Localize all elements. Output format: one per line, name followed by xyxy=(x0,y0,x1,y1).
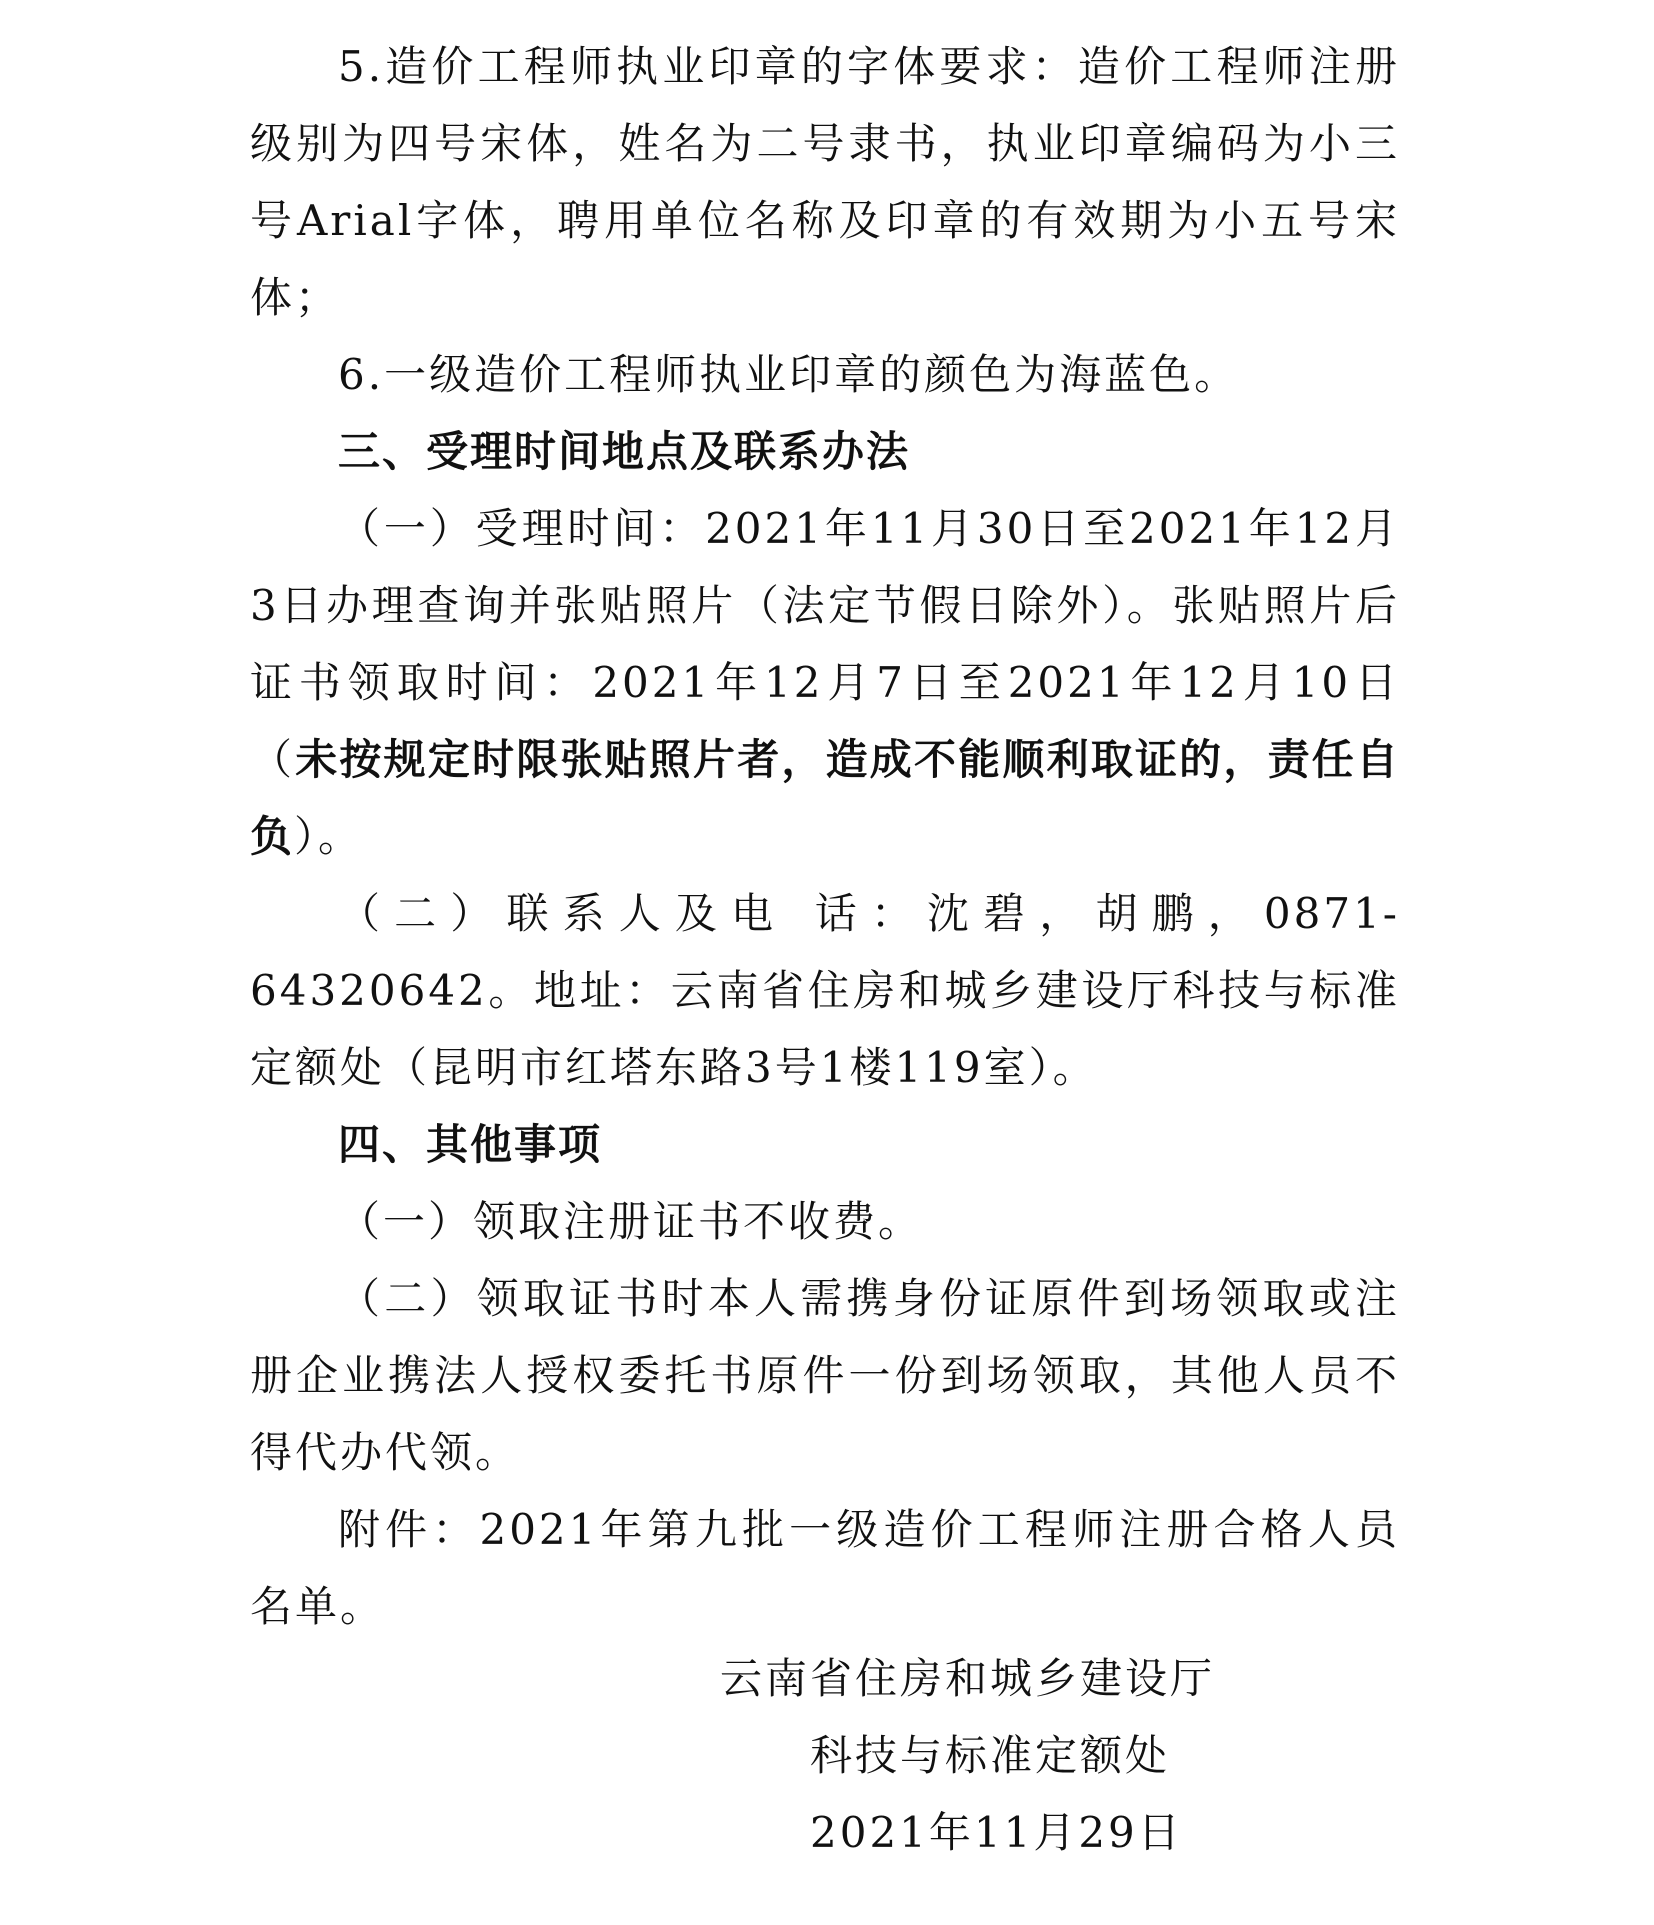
acceptance-time-text: （一）受理时间：2021年11月30日至2021年12月3日办理查询并张贴照片（法定节假日除外）。张贴照片后证书领取时间：2021年12月7日至2021年12月10日（ xyxy=(250,504,1400,784)
section-3-paragraph-1 xyxy=(250,490,1400,875)
section-4-heading: 四、其他事项 xyxy=(338,1120,603,1169)
section-3-paragraph-2: （二）联系人及电 话：沈碧，胡鹏，0871-64320642。地址：云南省住房和城乡建设厅科技与标准定额处（昆明市红塔东路3号1楼119室）。 xyxy=(250,889,1400,1092)
section-3-heading: 三、受理时间地点及联系办法 xyxy=(338,427,911,476)
document-body xyxy=(250,28,1400,1645)
attachment-paragraph: 附件：2021年第九批一级造价工程师注册合格人员名单。 xyxy=(250,1505,1400,1631)
signature-block xyxy=(700,1640,1260,1871)
section-4-paragraph-1: （一）领取注册证书不收费。 xyxy=(338,1197,924,1246)
responsibility-warning: 未按规定时限张贴照片者，造成不能顺利取证的，责任自负 xyxy=(250,735,1400,861)
item-6-paragraph: 6.一级造价工程师执业印章的颜色为海蓝色。 xyxy=(338,350,1240,399)
item-5-paragraph: 5.造价工程师执业印章的字体要求：造价工程师注册级别为四号宋体，姓名为二号隶书，执业印章编码为小三号Arial字体，聘用单位名称及印章的有效期为小五号宋体； xyxy=(250,42,1400,322)
signature-organization: 云南省住房和城乡建设厅 xyxy=(720,1654,1216,1703)
acceptance-time-end: ）。 xyxy=(294,812,364,861)
signature-department: 科技与标准定额处 xyxy=(810,1731,1171,1780)
signature-date: 2021年11月29日 xyxy=(810,1808,1183,1857)
section-4-paragraph-2: （二）领取证书时本人需携身份证原件到场领取或注册企业携法人授权委托书原件一份到场领取，其他人员不得代办代领。 xyxy=(250,1274,1400,1477)
